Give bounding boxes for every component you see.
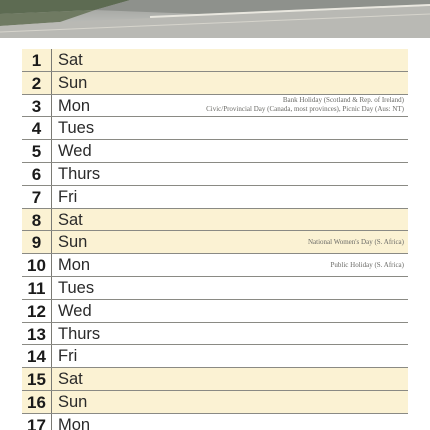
day-row — [22, 49, 408, 72]
day-row — [22, 163, 408, 186]
day-row — [22, 368, 408, 391]
holiday-note: Bank Holiday (Scotland & Rep. of Ireland) — [282, 96, 404, 105]
day-number: 13 — [27, 324, 46, 344]
day-row — [22, 209, 408, 232]
column-divider — [51, 163, 52, 185]
column-divider — [51, 300, 52, 322]
day-name: Sat — [58, 210, 83, 229]
road-photo-image — [0, 0, 430, 38]
day-name: Sun — [58, 233, 88, 252]
day-name: Mon — [58, 96, 91, 115]
holiday-note: Civic/Provincial Day (Canada, most provinces), Picnic Day (Aus: NT) — [206, 105, 404, 114]
column-divider — [51, 323, 52, 345]
day-name: Sat — [58, 51, 83, 69]
column-divider — [51, 345, 52, 367]
day-number: 10 — [27, 256, 46, 276]
day-row — [22, 72, 408, 95]
day-number: 4 — [31, 119, 42, 139]
day-name: Thurs — [58, 324, 101, 343]
day-row — [22, 300, 408, 323]
day-number: 16 — [27, 392, 46, 412]
column-divider — [51, 414, 52, 430]
day-name: Tues — [58, 119, 95, 138]
column-divider — [51, 391, 52, 413]
day-number: 2 — [31, 73, 42, 93]
day-row — [22, 117, 408, 140]
day-name: Sat — [58, 370, 83, 389]
column-divider — [51, 231, 52, 253]
holiday-notes — [206, 95, 404, 117]
day-name: Thurs — [58, 164, 101, 183]
day-name: Fri — [58, 187, 78, 206]
day-row — [22, 391, 408, 414]
header-photo — [0, 0, 430, 38]
day-row — [22, 414, 408, 430]
day-name: Mon — [58, 256, 91, 275]
holiday-notes — [331, 254, 405, 276]
day-number: 5 — [31, 142, 42, 162]
column-divider — [51, 277, 52, 299]
day-row — [22, 345, 408, 368]
column-divider — [51, 368, 52, 390]
column-divider — [51, 72, 52, 94]
day-number: 15 — [27, 370, 46, 390]
day-number: 3 — [31, 96, 42, 116]
column-divider — [51, 254, 52, 276]
column-divider — [51, 209, 52, 231]
day-row — [22, 254, 408, 277]
column-divider — [51, 95, 52, 117]
day-number: 11 — [27, 278, 46, 298]
day-number: 7 — [31, 187, 42, 207]
column-divider — [51, 186, 52, 208]
day-number: 14 — [27, 347, 46, 367]
holiday-note: Public Holiday (S. Africa) — [330, 260, 404, 269]
holiday-note: National Women's Day (S. Africa) — [307, 237, 404, 246]
day-number: 9 — [31, 233, 42, 253]
day-name: Wed — [58, 301, 92, 320]
day-number: 6 — [31, 164, 42, 184]
day-name: Tues — [58, 278, 95, 297]
day-name: Fri — [58, 347, 78, 366]
day-number: 8 — [31, 210, 42, 230]
day-number: 12 — [27, 301, 46, 321]
day-name: Wed — [58, 142, 92, 161]
day-row — [22, 323, 408, 346]
day-list — [22, 49, 408, 430]
day-name: Sun — [58, 392, 88, 411]
column-divider — [51, 117, 52, 139]
day-row — [22, 231, 408, 254]
column-divider — [51, 49, 52, 71]
day-name: Mon — [58, 415, 91, 430]
day-row — [22, 95, 408, 118]
holiday-notes — [308, 231, 404, 253]
day-number: 17 — [27, 415, 46, 430]
day-name: Sun — [58, 73, 88, 92]
day-number: 1 — [31, 51, 42, 70]
column-divider — [51, 140, 52, 162]
day-row — [22, 277, 408, 300]
day-row — [22, 186, 408, 209]
day-row — [22, 140, 408, 163]
